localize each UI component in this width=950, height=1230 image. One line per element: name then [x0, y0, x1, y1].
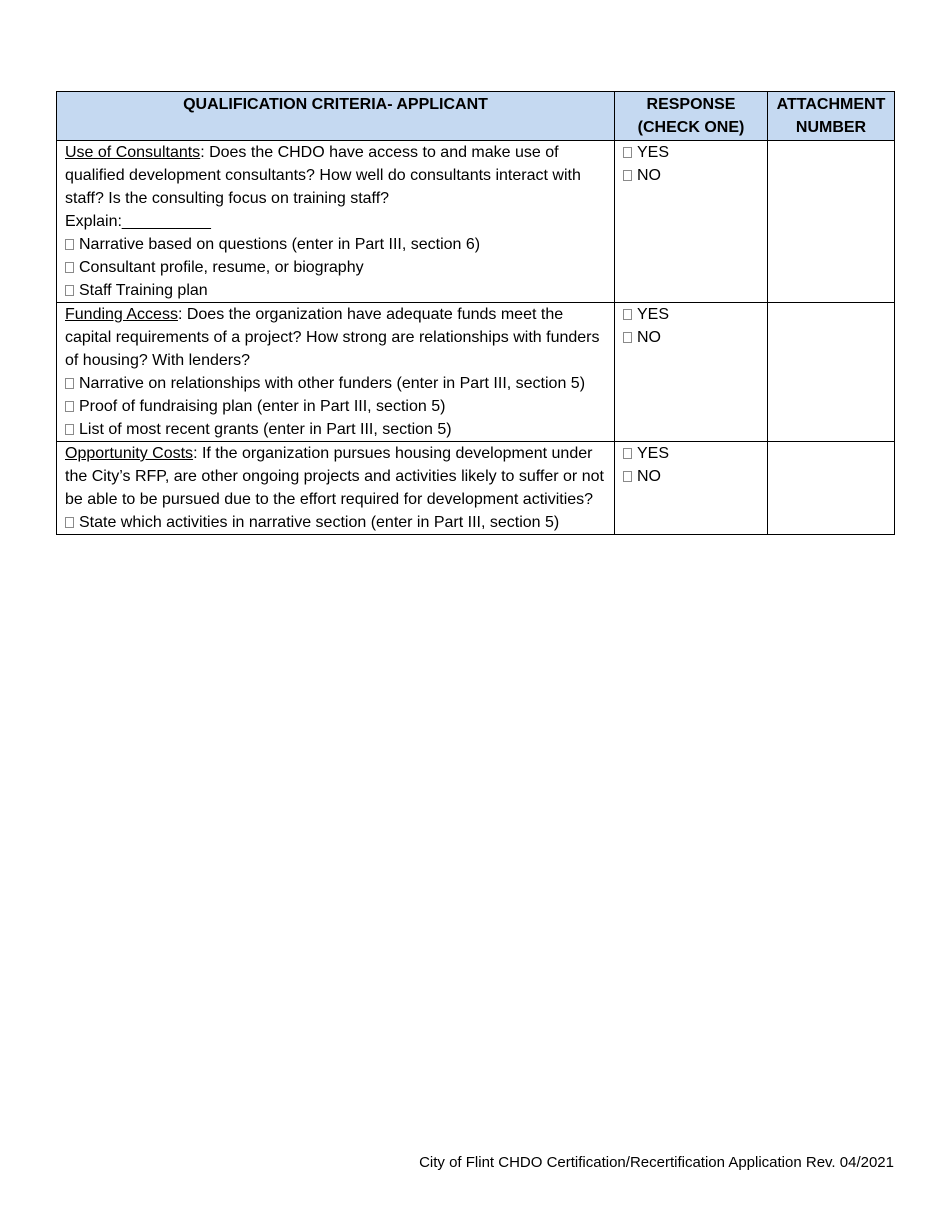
- no-option[interactable]: [623, 465, 759, 488]
- checkbox-icon[interactable]: [65, 401, 74, 412]
- attachment-header-line1: ATTACHMENT: [776, 96, 886, 113]
- checklist-item-label: State which activities in narrative section (enter in Part III, section 5): [79, 514, 560, 531]
- checklist-item-label: Proof of fundraising plan (enter in Part III, section 5): [79, 398, 446, 415]
- no-label: NO: [637, 329, 661, 346]
- checkbox-icon[interactable]: [623, 332, 632, 343]
- explain-field[interactable]: Explain:__________: [65, 213, 211, 230]
- criteria-text: : If the organization pursues housing development under the City’s RFP, are other ongoing projects and activities likely to suffer or not be able to be pursued due to the effort required for development activities?: [65, 445, 604, 508]
- checkbox-icon[interactable]: [65, 239, 74, 250]
- checklist-item[interactable]: [65, 395, 606, 418]
- no-label: NO: [637, 468, 661, 485]
- checklist-item-label: Narrative based on questions (enter in Part III, section 6): [79, 236, 481, 253]
- yes-option[interactable]: [623, 141, 759, 164]
- checklist-item[interactable]: [65, 511, 606, 534]
- checklist-item-label: Consultant profile, resume, or biography: [79, 259, 364, 276]
- checkbox-icon[interactable]: [623, 309, 632, 320]
- qualification-criteria-table: [56, 91, 895, 535]
- criteria-text: : Does the CHDO have access to and make use of qualified development consultants? How well do consultants interact with staff? Is the consulting focus on training staff?: [65, 144, 581, 207]
- criteria-header-label: QUALIFICATION CRITERIA- APPLICANT: [183, 96, 488, 113]
- checkbox-icon[interactable]: [623, 471, 632, 482]
- yes-label: YES: [637, 144, 670, 161]
- criteria-header: [57, 92, 615, 141]
- table-row: [57, 303, 895, 442]
- checklist-item[interactable]: [65, 256, 606, 279]
- checklist-item-label: Narrative on relationships with other funders (enter in Part III, section 5): [79, 375, 586, 392]
- response-header-line2: (CHECK ONE): [637, 119, 745, 136]
- yes-option[interactable]: [623, 442, 759, 465]
- checklist-item[interactable]: [65, 233, 606, 256]
- response-cell: [615, 442, 768, 535]
- attachment-header-line2: NUMBER: [795, 119, 867, 136]
- attachment-header: [768, 92, 895, 141]
- criteria-title: Funding Access: [65, 306, 178, 323]
- no-option[interactable]: [623, 326, 759, 349]
- checklist-item-label: List of most recent grants (enter in Part III, section 5): [79, 421, 452, 438]
- criteria-title: Opportunity Costs: [65, 445, 194, 462]
- attachment-number-cell[interactable]: [768, 442, 895, 535]
- response-header-line1: RESPONSE: [646, 96, 736, 113]
- table-row: [57, 141, 895, 303]
- no-option[interactable]: [623, 164, 759, 187]
- page-footer: City of Flint CHDO Certification/Recertification Application Rev. 04/2021: [419, 1154, 894, 1171]
- checkbox-icon[interactable]: [65, 378, 74, 389]
- yes-option[interactable]: [623, 303, 759, 326]
- criteria-cell: [57, 141, 615, 303]
- checkbox-icon[interactable]: [623, 170, 632, 181]
- checkbox-icon[interactable]: [65, 285, 74, 296]
- checkbox-icon[interactable]: [623, 147, 632, 158]
- criteria-text: : Does the organization have adequate funds meet the capital requirements of a project? How strong are relationships with funders of housing? With lenders?: [65, 306, 600, 369]
- yes-label: YES: [637, 306, 670, 323]
- attachment-number-cell[interactable]: [768, 141, 895, 303]
- response-cell: [615, 141, 768, 303]
- checklist-item[interactable]: [65, 372, 606, 395]
- checkbox-icon[interactable]: [65, 262, 74, 273]
- criteria-title: Use of Consultants: [65, 144, 201, 161]
- checklist-item-label: Staff Training plan: [79, 282, 208, 299]
- criteria-cell: [57, 303, 615, 442]
- criteria-cell: [57, 442, 615, 535]
- response-header: [615, 92, 768, 141]
- no-label: NO: [637, 167, 661, 184]
- yes-label: YES: [637, 445, 670, 462]
- attachment-number-cell[interactable]: [768, 303, 895, 442]
- checkbox-icon[interactable]: [65, 424, 74, 435]
- response-cell: [615, 303, 768, 442]
- checkbox-icon[interactable]: [623, 448, 632, 459]
- table-header-row: [57, 92, 895, 141]
- table-row: [57, 442, 895, 535]
- checklist-item[interactable]: [65, 279, 606, 302]
- checkbox-icon[interactable]: [65, 517, 74, 528]
- checklist-item[interactable]: [65, 418, 606, 441]
